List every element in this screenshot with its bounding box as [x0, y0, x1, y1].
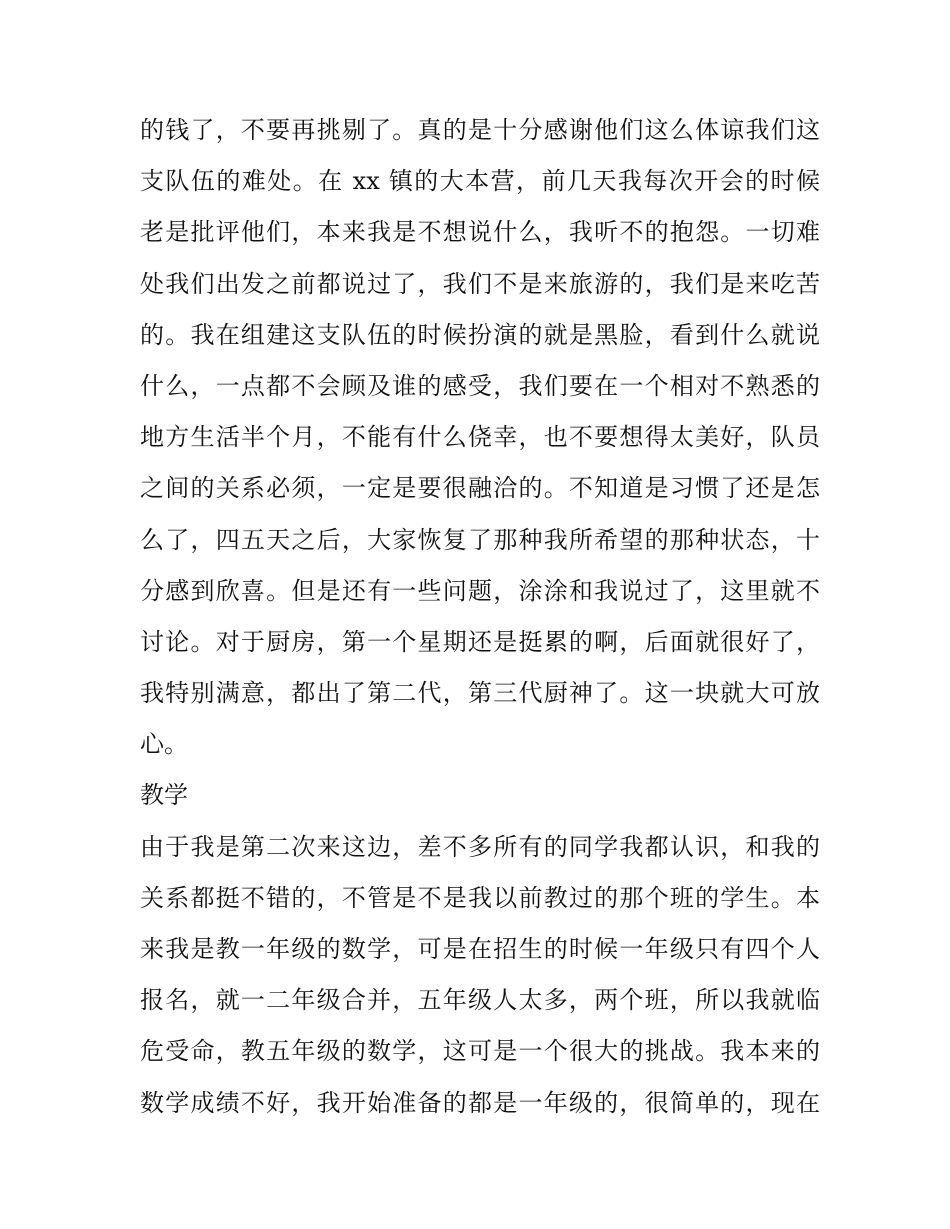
text-line: 危受命，教五年级的数学，这可是一个很大的挑战。我本来的	[140, 1037, 820, 1066]
text-line: 心。	[140, 730, 188, 759]
text-line: 来我是教一年级的数学，可是在招生的时候一年级只有四个人	[140, 935, 820, 963]
text-line: 我特别满意，都出了第二代，第三代厨神了。这一块就大可放	[140, 679, 820, 708]
document-body	[140, 105, 820, 1129]
text-line: 么了，四五天之后，大家恢复了那种我所希望的那种状态，十	[140, 525, 820, 554]
text-line: 讨论。对于厨房，第一个星期还是挺累的啊，后面就很好了，	[140, 627, 820, 656]
section-heading: 教学	[140, 781, 188, 810]
text-line: 报名，就一二年级合并，五年级人太多，两个班，所以我就临	[140, 986, 820, 1015]
paragraph-1	[140, 105, 820, 770]
text-line: 之间的关系必须，一定是要很融洽的。不知道是习惯了还是怎	[140, 474, 820, 503]
text-line: 支队伍的难处。在 xx 镇的大本营，前几天我每次开会的时候	[140, 167, 820, 196]
text-line: 老是批评他们，本来我是不想说什么，我听不的抱怨。一切难	[140, 218, 820, 247]
text-line: 数学成绩不好，我开始准备的都是一年级的，很简单的，现在	[140, 1088, 820, 1117]
text-line: 的。我在组建这支队伍的时候扮演的就是黑脸，看到什么就说	[140, 320, 820, 349]
text-line: 地方生活半个月，不能有什么侥幸，也不要想得太美好，队员	[140, 423, 820, 452]
text-line: 处我们出发之前都说过了，我们不是来旅游的，我们是来吃苦	[140, 269, 820, 298]
text-line: 关系都挺不错的，不管是不是我以前教过的那个班的学生。本	[140, 883, 820, 912]
text-line: 的钱了，不要再挑剔了。真的是十分感谢他们这么体谅我们这	[140, 116, 820, 144]
paragraph-2	[140, 822, 820, 1129]
text-line: 分感到欣喜。但是还有一些问题，涂涂和我说过了，这里就不	[140, 576, 820, 605]
text-line: 什么，一点都不会顾及谁的感受，我们要在一个相对不熟悉的	[140, 371, 820, 400]
text-line: 由于我是第二次来这边，差不多所有的同学我都认识，和我的	[140, 832, 820, 861]
